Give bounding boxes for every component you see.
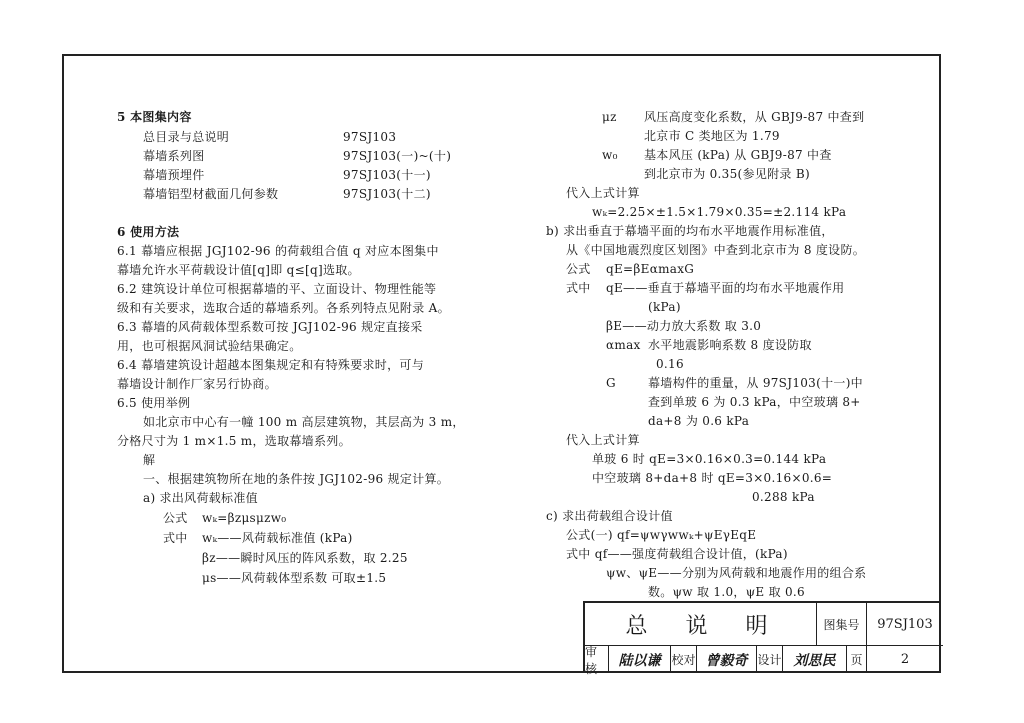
where-3-qf: 式中 qf——强度荷载组合设计值，(kPa) xyxy=(566,547,788,561)
review-signature xyxy=(609,646,671,673)
formula-1: wₖ=βzμsμzw₀ xyxy=(202,511,287,525)
g-symbol: G xyxy=(606,376,616,390)
design-signature-text: 刘思民 xyxy=(793,652,836,669)
where-3-psi-line-2: 数。ψw 取 1.0，ψE 取 0.6 xyxy=(648,585,805,599)
uz-line-2: 北京市 C 类地区为 1.79 xyxy=(644,129,780,143)
calc-wk: wₖ=2.25×±1.5×1.79×0.35=±2.114 kPa xyxy=(592,205,847,219)
where-3-psi-line-1: ψw、ψE——分别为风荷载和地震作用的组合系 xyxy=(606,566,867,580)
uz-line-1: 风压高度变化系数，从 GBJ9-87 中查到 xyxy=(644,110,865,124)
para-6-2-line-2: 级和有关要求，选取合适的幕墙系列。各系列特点见附录 A。 xyxy=(117,301,450,315)
design-label: 设计 xyxy=(757,646,783,673)
section-6-heading: 6 使用方法 xyxy=(117,225,180,239)
where-2-label: 式中 xyxy=(566,281,591,295)
step-a-heading: a) 求出风荷载标准值 xyxy=(143,491,258,505)
para-6-1-line-1: 6.1 幕墙应根据 JGJ102-96 的荷载组合值 q 对应本图集中 xyxy=(117,244,439,258)
calc-single-glass: 单玻 6 时 qE=3×0.16×0.3=0.144 kPa xyxy=(592,452,827,466)
g-line-3: da+8 为 0.6 kPa xyxy=(648,414,750,428)
where-1-us: μs——风荷载体型系数 可取±1.5 xyxy=(202,571,387,585)
para-6-1-line-2: 幕墙允许水平荷载设计值[q]即 q≤[q]选取。 xyxy=(117,263,360,277)
atlas-number-label: 图集号 xyxy=(817,603,867,646)
step-b-line-2: 从《中国地震烈度区划图》中查到北京市为 8 度设防。 xyxy=(566,243,866,257)
substitute-2: 代入上式计算 xyxy=(566,433,640,447)
alpha-max-line-1: 水平地震影响系数 8 度设防取 xyxy=(648,338,812,352)
formula-2: qE=βEαmaxG xyxy=(606,262,695,276)
solution-label: 解 xyxy=(143,453,156,467)
where-2-be: βE——动力放大系数 取 3.0 xyxy=(606,319,762,333)
atlas-number: 97SJ103 xyxy=(867,603,943,646)
para-6-4-line-1: 6.4 幕墙建筑设计超越本图集规定和有特殊要求时，可与 xyxy=(117,358,425,372)
formula-2-label: 公式 xyxy=(566,262,591,276)
design-signature xyxy=(783,646,847,673)
contents-code-1: 97SJ103 xyxy=(343,130,397,144)
page-number: 2 xyxy=(900,652,910,667)
para-6-3-line-1: 6.3 幕墙的风荷载体型系数可按 JGJ102-96 规定直接采 xyxy=(117,320,423,334)
example-line-2: 分格尺寸为 1 m×1.5 m，选取幕墙系列。 xyxy=(117,434,351,448)
contents-code-3: 97SJ103(十一) xyxy=(343,168,431,182)
step-c-heading: c) 求出荷载组合设计值 xyxy=(546,509,673,523)
example-line-1: 如北京市中心有一幢 100 m 高层建筑物，其层高为 3 m， xyxy=(143,415,465,429)
check-signature-text: 曾毅奇 xyxy=(705,652,748,669)
page-label: 页 xyxy=(847,646,867,673)
where-2-unit: (kPa) xyxy=(648,300,681,314)
calc-insulated-glass: 中空玻璃 8+da+8 时 qE=3×0.16×0.6= xyxy=(592,471,833,485)
where-1-bz: βz——瞬时风压的阵风系数，取 2.25 xyxy=(202,551,408,565)
alpha-max-line-2: 0.16 xyxy=(656,357,684,371)
formula-3: 公式(一) qf=ψwγwwₖ+ψEγEqE xyxy=(566,528,757,542)
calc-insulated-result: 0.288 kPa xyxy=(752,490,815,504)
para-6-5-heading: 6.5 使用举例 xyxy=(117,396,191,410)
alpha-max-symbol: αmax xyxy=(606,338,641,352)
w0-line-1: 基本风压 (kPa) 从 GBJ9-87 中查 xyxy=(644,148,832,162)
contents-item-2: 幕墙系列图 xyxy=(143,149,205,163)
para-6-3-line-2: 用，也可根据风洞试验结果确定。 xyxy=(117,339,302,353)
drawing-title: 总说明 xyxy=(585,603,817,646)
step-b-line-1: b) 求出垂直于幕墙平面的均布水平地震作用标准值， xyxy=(546,224,834,238)
title-block xyxy=(583,601,941,676)
para-6-4-line-2: 幕墙设计制作厂家另行协商。 xyxy=(117,377,277,391)
contents-code-4: 97SJ103(十二) xyxy=(343,187,431,201)
g-line-1: 幕墙构件的重量，从 97SJ103(十一)中 xyxy=(648,376,863,390)
w0-symbol: w₀ xyxy=(602,148,618,162)
contents-item-1: 总目录与总说明 xyxy=(143,130,230,144)
check-signature xyxy=(697,646,757,673)
uz-symbol: μz xyxy=(602,110,617,124)
contents-item-4: 幕墙铝型材截面几何参数 xyxy=(143,187,279,201)
check-label: 校对 xyxy=(671,646,697,673)
review-label: 审核 xyxy=(585,646,609,673)
section-5-heading: 5 本图集内容 xyxy=(117,110,192,124)
solution-step-1: 一、根据建筑物所在地的条件按 JGJ102-96 规定计算。 xyxy=(143,472,450,486)
where-1-label: 式中 xyxy=(163,531,188,545)
para-6-2-line-1: 6.2 建筑设计单位可根据幕墙的平、立面设计、物理性能等 xyxy=(117,282,437,296)
where-2-qe: qE——垂直于幕墙平面的均布水平地震作用 xyxy=(606,281,845,295)
substitute-1: 代入上式计算 xyxy=(566,186,640,200)
contents-code-2: 97SJ103(一)~(十) xyxy=(343,149,452,163)
review-signature-text: 陆以谦 xyxy=(618,652,661,669)
where-1-wk: wₖ——风荷载标准值 (kPa) xyxy=(202,531,353,545)
formula-1-label: 公式 xyxy=(163,511,188,525)
w0-line-2: 到北京市为 0.35(参见附录 B) xyxy=(644,167,810,181)
g-line-2: 查到单玻 6 为 0.3 kPa，中空玻璃 8+ xyxy=(648,395,861,409)
contents-item-3: 幕墙预埋件 xyxy=(143,168,205,182)
